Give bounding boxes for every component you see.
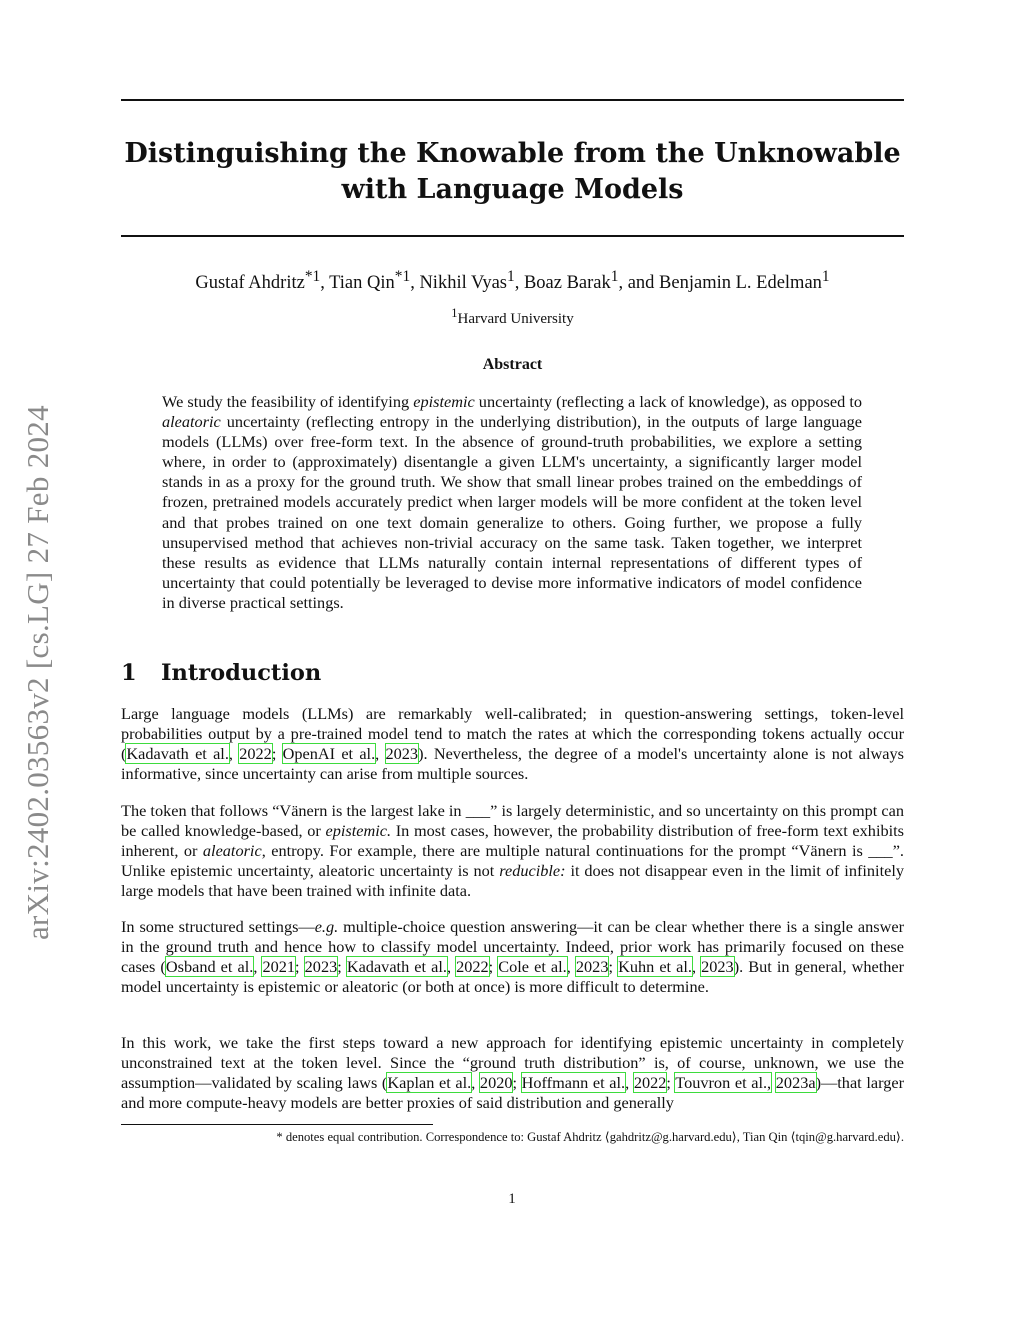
- citation-link[interactable]: Hoffmann et al.: [521, 1073, 626, 1093]
- citation-link[interactable]: Touvron et al.,: [675, 1073, 772, 1093]
- affiliation: $^1$Harvard University: [451, 306, 574, 327]
- abstract-heading: Abstract: [482, 356, 543, 373]
- citation-link[interactable]: 2023: [575, 957, 609, 977]
- citation-link[interactable]: Cole et al.: [498, 957, 567, 977]
- abstract-body: We study the feasibility of identifying epistemic uncertainty (reflecting a lack of knowledge), as opposed to aleatoric uncertainty (reflecting entropy in the underlying distribution), in the outputs of large language models (LLMs) over free-form text. In the absence of ground-truth probabilities, we explore a setting where, in order to (approximately) disentangle a given LLM's uncertainty, a significantly larger model stands in as a proxy for the ground truth. We show that small linear probes trained on the embeddings of frozen, pretrained models accurately predict when larger models will be more confident at the token level and that probes trained on one text domain generalize to others. Going further, we propose a fully unsupervised method that achieves non-trivial accuracy on the same task. Taken together, we interpret these results as evidence that LLMs naturally contain internal representations of different types of uncertainty that could potentially be leveraged to devise more informative indicators of model confidence in diverse practical settings.: [162, 392, 863, 612]
- citation-link[interactable]: 2022: [456, 957, 489, 977]
- citation-link[interactable]: Osband et al.: [165, 957, 254, 977]
- author: Tian Qin$^{*1}$: [329, 268, 411, 294]
- citation-link[interactable]: 2022: [633, 1073, 667, 1093]
- author: Gustaf Ahdritz$^{*1}$: [195, 268, 321, 294]
- title-rule-top: [121, 99, 904, 101]
- title-line-1: Distinguishing the Knowable from the Unknowable: [124, 138, 901, 169]
- paragraph: In some structured settings—e.g. multiple-choice question answering—it can be clear whether there is a single answer in the ground truth and hence how to classify model uncertainty. Indeed, prior work has primarily focused on these cases (Osband et al., 2021; 2023; Kadavath et al., 2022; Cole et al., 2023; Kuhn et al., 2023). But in general, whether model uncertainty is epistemic or aleatoric (or both at once) is more difficult to determine.: [121, 917, 905, 997]
- citation-link[interactable]: 2023a: [775, 1073, 816, 1093]
- title-line-2: with Language Models: [341, 174, 684, 205]
- citation-link[interactable]: OpenAI et al.: [282, 744, 376, 764]
- title-rule-bottom: [121, 235, 904, 237]
- footnote-rule: [121, 1124, 433, 1125]
- citation-link[interactable]: 2023: [304, 957, 338, 977]
- author: Nikhil Vyas$^1$: [419, 268, 515, 294]
- paper-title: [121, 136, 904, 208]
- author: Boaz Barak$^1$: [523, 268, 619, 294]
- page-number: 1: [508, 1191, 516, 1207]
- author-list: Gustaf Ahdritz$^{*1}$, Tian Qin$^{*1}$, Nikhil Vyas$^1$, Boaz Barak$^1$, and Benjamin L. Edelman$^1$: [195, 268, 830, 294]
- citation-link[interactable]: Kuhn et al.: [618, 957, 692, 977]
- paragraph: Large language models (LLMs) are remarkably well-calibrated; in question-answering settings, token-level probabilities output by a pre-trained model tend to match the rates at which the corresponding tokens actually occur (Kadavath et al., 2022; OpenAI et al., 2023). Nevertheless, the degree of a model's uncertainty alone is not always informative, since uncertainty can arise from multiple sources.: [121, 704, 905, 784]
- paragraph: The token that follows “Vänern is the largest lake in ___” is largely deterministic, and so uncertainty on this prompt can be called knowledge-based, or epistemic. In most cases, however, the probability distribution of free-form text exhibits inherent, or aleatoric, entropy. For example, there are multiple natural continuations for the prompt “Vänern is ___”. Unlike epistemic uncertainty, aleatoric uncertainty is not reducible: it does not disappear even in the limit of infinitely large models that have been trained with infinite data.: [121, 801, 904, 901]
- section-heading: 1 Introduction: [121, 660, 322, 686]
- citation-link[interactable]: 2021: [262, 957, 296, 977]
- arxiv-sidebar: [20, 350, 66, 940]
- citation-link[interactable]: 2020: [479, 1073, 513, 1093]
- footnote: * denotes equal contribution. Correspondence to: Gustaf Ahdritz ⟨gahdritz@g.harvard.edu⟩, Tian Qin ⟨tqin@g.harvard.edu⟩.: [276, 1130, 904, 1144]
- author: Benjamin L. Edelman$^1$: [659, 268, 830, 294]
- citation-link[interactable]: 2022: [239, 744, 272, 764]
- citation-link[interactable]: 2023: [701, 957, 734, 977]
- citation-link[interactable]: Kadavath et al.: [126, 744, 229, 764]
- citation-link[interactable]: Kadavath et al.: [346, 957, 447, 977]
- paragraph: In this work, we take the first steps toward a new approach for identifying epistemic uncertainty in completely unconstrained text at the token level. Since the “ground truth distribution” is, of course, unknown, we use the assumption—validated by scaling laws (Kaplan et al., 2020; Hoffmann et al., 2022; Touvron et al., 2023a)—that larger and more compute-heavy models are better proxies of said distribution and generally: [121, 1033, 904, 1113]
- arxiv-identifier: arXiv:2402.03563v2 [cs.LG] 27 Feb 2024: [20, 405, 55, 940]
- citation-link[interactable]: 2023: [385, 744, 419, 764]
- citation-link[interactable]: Kaplan et al.: [387, 1073, 472, 1093]
